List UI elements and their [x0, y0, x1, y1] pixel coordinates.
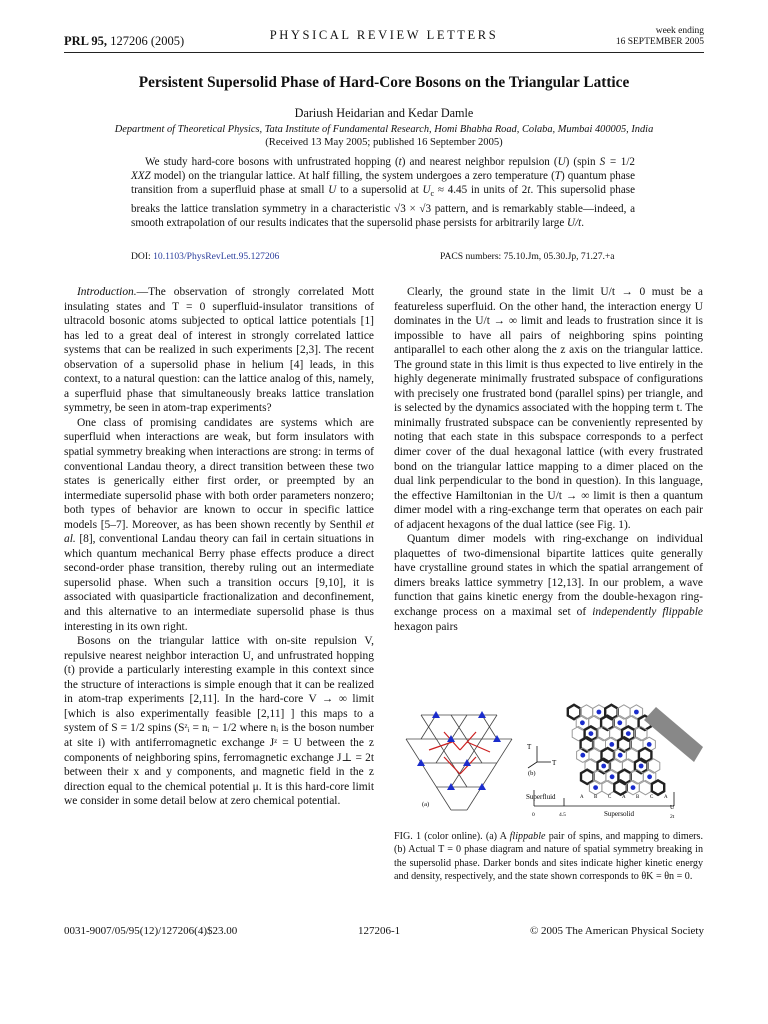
sublattice-letter: C [608, 795, 612, 800]
density-site [647, 774, 652, 779]
paragraph: Quantum dimer models with ring-exchange on individual plaquettes of two-dimensional bipartite lattices quite generally have crystalline ground states in which the spatial arrangement of dimers breaks lattice symmetry [12,13]. In our problem, a wave function that gains kinetic energy from the double-hexagon ring-exchange process on a maximal set of independently flippable hexagon pairs [394, 533, 703, 633]
paragraph: Bosons on the triangular lattice with on-site repulsion V, repulsive nearest neighbor interaction U, and unfrustrated hopping (t) provide a particularly interesting example in this context since the structure of interactions is simple enough that it can be realized in atom-trap experiments [2,11]. In the hard-core V → ∞ limit [which is also experimentally feasible [2,11] ] this maps to a system of S = 1/2 spins (Sᶻᵢ = nᵢ − 1/2 where nᵢ is the boson number at site i) with antiferromagnetic exchange Jᶻ = U between the z components of neighboring spins, ferromagnetic exchange J⊥ = 2t between their x and y components, and magnetic field in the z direction equal to the chemical potential μ. It is this hard-core limit we consider in some detail below at zero chemical potential. [64, 635, 374, 808]
hexagon [580, 705, 593, 719]
hexagon [602, 780, 614, 794]
density-site [618, 753, 623, 758]
density-site [610, 774, 615, 779]
journal-reference: PRL 95, 127206 (2005) [64, 34, 185, 48]
copyright: © 2005 The American Physical Society [529, 925, 704, 937]
paragraph: Introduction.—The observation of strongly correlated Mott insulating states and T = 0 superfluid-insulator transitions of ultracold bosonic atoms subjected to optical lattice potentials [1] has led to a great deal of interest in strongly correlated lattice systems that can be realized in such experiments [2,3]. The recent observation of a supersolid phase in helium [4] leads, in this context, to a natural question: can the lattice analog of this, namely, a superfluid phase that simultaneously breaks lattice translation symmetry, be seen in atom-trap experiments? [64, 286, 374, 415]
page-footer [64, 925, 704, 939]
superfluid-label: Superfluid [526, 793, 556, 801]
figure-1 [394, 702, 703, 824]
sublattice-letter: A [580, 795, 584, 800]
density-site [609, 742, 614, 747]
sublattice-letter: A [622, 795, 626, 800]
density-site [631, 785, 636, 790]
shaded-plane [644, 707, 703, 762]
density-site [601, 764, 606, 769]
density-site [639, 764, 644, 769]
right-column [394, 285, 703, 634]
doi-link[interactable]: 10.1103/PhysRevLett.95.127206 [153, 251, 280, 262]
affiliation: Department of Theoretical Physics, Tata Institute of Fundamental Research, Homi Bhabha Road, Colaba, Mumbai 400005, India [114, 124, 654, 135]
section-heading: Introduction. [77, 286, 137, 298]
axis-label-t: T [527, 743, 532, 751]
tick-0: 0 [532, 812, 535, 818]
left-column [64, 285, 374, 809]
tick-45: 4.5 [559, 812, 566, 818]
header-rule [64, 52, 704, 53]
sublattice-letter: A [664, 795, 668, 800]
u-label: U [670, 805, 675, 811]
sublattice-letter: B [636, 795, 640, 800]
doi: DOI: 10.1103/PhysRevLett.95.127206 [131, 251, 280, 262]
density-site [580, 753, 585, 758]
density-site [580, 720, 585, 725]
abstract: We study hard-core bosons with unfrustrated hopping (t) and nearest neighbor repulsion (U) (spin S = 1/2 XXZ model) on the triangular lattice. At half filling, the system undergoes a zero temperature (T) quantum phase transition from a superfluid phase at small U to a supersolid at $U_c \approx 4.45$ in units of 2t. This supersolid phase breaks the lattice translation symmetry in a characteristic √3 × √3 pattern, and is remarkably stable—indeed, a smooth extrapolation of our results indicates that the supersolid phase persists for arbitrarily large U/t. [131, 156, 636, 230]
panel-b-label: (b) [528, 770, 536, 777]
density-site [589, 731, 594, 736]
supersolid-label: Supersolid [604, 810, 634, 818]
density-site [617, 720, 622, 725]
paper-title: Persistent Supersolid Phase of Hard-Core Bosons on the Triangular Lattice [138, 74, 630, 91]
density-site [634, 710, 639, 715]
issue-date: week ending 16 SEPTEMBER 2005 [615, 26, 704, 47]
page-header [64, 24, 704, 50]
density-site [593, 785, 598, 790]
figure-caption: FIG. 1 (color online). (a) A flippable pair of spins, and mapping to dimers. (b) Actual T = 0 phase diagram and nature of spatial symmetry breaking in the supersolid phase. Darker bonds and sites indicate higher kinetic energy and density, respectively, and the state shown corresponds to θK = θn = 0. [394, 831, 703, 882]
density-site [597, 710, 602, 715]
hexagon [639, 780, 652, 794]
axes-icon [528, 746, 551, 768]
paper-authors: Dariush Heidarian and Kedar Damle [294, 106, 474, 120]
figure-graphic [394, 702, 703, 824]
pacs-numbers: PACS numbers: 75.10.Jm, 05.30.Jp, 71.27.+a [440, 251, 615, 262]
sublattice-letter: B [594, 795, 598, 800]
density-site [626, 731, 631, 736]
hexagon [581, 770, 593, 784]
2t-label: 2t [670, 814, 675, 820]
sublattice-letter: C [650, 795, 654, 800]
sublattice-labels [580, 795, 668, 800]
axis-label-tc: T [552, 759, 557, 767]
hexagon [652, 780, 664, 794]
hexagon [568, 705, 580, 719]
panel-a-label: (a) [422, 801, 430, 808]
paragraph: Clearly, the ground state in the limit U/t → 0 must be a featureless superfluid. On the other hand, the interaction energy U dominates in the U/t → ∞ limit and leads to frustration since it is impossible to have all pairs of neighboring spins pointing antiparallel to each other along the z axis on the triangular lattice. The ground state in this limit is thus expected to live entirely in the highly degenerate minimally frustrated subspace of configurations with precisely one frustrated bond (parallel spins) per triangle, and is selected by the dynamics associated with the hopping term t. The minimally frustrated subspace can be conveniently represented by noting that each state in this subspace corresponds to a perfect dimer cover of the dual hexagonal lattice (with every frustrated bond on the triangular lattice mapping to a dimer placed on the dual link perpendicular to the bond in question). In this language, the effective Hamiltonian in the U/t → ∞ limit is then a quantum dimer model with a ring-exchange term that operates on each pair of adjacent hexagons of the dual lattice (see Fig. 1). [394, 286, 703, 531]
journal-name: PHYSICAL REVIEW LETTERS [269, 28, 499, 42]
footer-code: 0031-9007/05/95(12)/127206(4)$23.00 [64, 925, 238, 937]
dimer-bonds [429, 732, 490, 774]
hexagon [618, 705, 631, 719]
page-number: 127206-1 [358, 925, 401, 937]
hexagon [647, 759, 659, 773]
received-date: (Received 13 May 2005; published 16 September 2005) [265, 137, 503, 148]
paragraph: One class of promising candidates are systems which are superfluid when interactions are weak, but form insulators with spatial symmetry breaking when interactions are strong: in terms of conventional Landau theory, a direct transition between these two states is generically either first order, or preempted by an intermediate supersolid phase with both order parameters nonzero; both types of behavior are known to occur in specific lattice models [5–7]. Moreover, as has been shown recently by Senthil et al. [8], conventional Landau theory can fail in certain situations in which quantum mechanical Berry phase effects produce a direct second-order phase transition, thereby ruling out an intermediate supersolid phase. When such a transition occurs [9,10], it is associated with quasiparticle fractionalization and deconfinement, and this alternative to an intermediate supersolid phase is thus interesting in its own right. [64, 416, 374, 633]
lattice-sites [417, 711, 501, 790]
density-site [647, 742, 652, 747]
